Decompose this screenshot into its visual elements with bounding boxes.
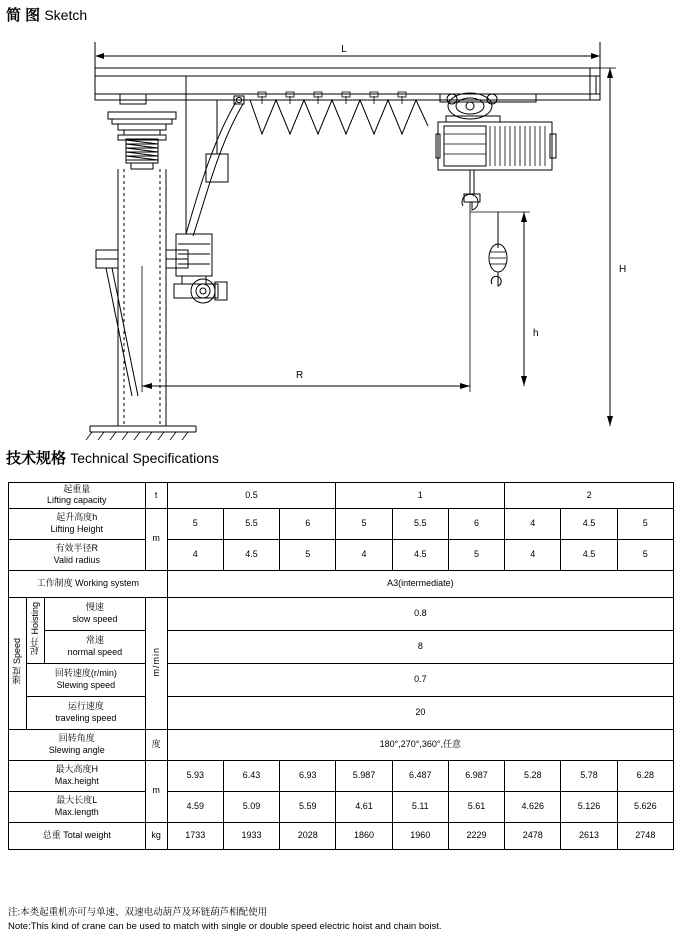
valid-radius-value-1: 4.5: [223, 539, 279, 570]
lifting-height-value-3: 5: [336, 508, 392, 539]
specs-title-en: Technical Specifications: [70, 450, 219, 466]
row-unit-lifting-height: m: [145, 508, 167, 570]
table-row-slewing-angle: [9, 729, 674, 760]
max-length-value-3: 4.61: [336, 791, 392, 822]
table-row-total-weight: [9, 822, 674, 849]
row-label-speed-group: 速度 Speed: [9, 597, 27, 729]
row-label-max-length: 最大长度L Max.length: [9, 791, 146, 822]
row-unit-slewing-angle: 度: [145, 729, 167, 760]
valid-radius-value-6: 4: [505, 539, 561, 570]
table-row-traveling-speed: [9, 696, 674, 729]
sketch-section-title: [6, 8, 87, 23]
row-label-traveling-speed: 运行速度 traveling speed: [27, 696, 146, 729]
valid-radius-value-8: 5: [617, 539, 673, 570]
table-row-valid-radius: [9, 539, 674, 570]
dimension-label-span: L: [341, 44, 347, 55]
max-height-value-8: 6.28: [617, 760, 673, 791]
specs-section-title: [6, 451, 219, 466]
lifting-height-value-1: 5.5: [223, 508, 279, 539]
hoisting-slow-speed-value: 0.8: [167, 597, 673, 630]
total-weight-value-2: 2028: [280, 822, 336, 849]
table-row-hoisting-slow: [9, 597, 674, 630]
max-height-value-3: 5.987: [336, 760, 392, 791]
technical-specifications-table: [8, 482, 674, 850]
lifting-height-value-7: 4.5: [561, 508, 617, 539]
footer-notes: [8, 906, 674, 934]
hoisting-normal-speed-value: 8: [167, 630, 673, 663]
max-height-value-7: 5.78: [561, 760, 617, 791]
dimension-label-height: H: [619, 264, 627, 275]
row-label-slow-speed: 慢速 slow speed: [45, 597, 145, 630]
sketch-svg: [0, 26, 682, 441]
valid-radius-value-5: 5: [448, 539, 504, 570]
slewing-angle-value: 180°,270°,360°,任意: [167, 729, 673, 760]
row-label-max-height: 最大高度H Max.height: [9, 760, 146, 791]
max-height-value-1: 6.43: [223, 760, 279, 791]
max-length-value-1: 5.09: [223, 791, 279, 822]
lifting-height-value-0: 5: [167, 508, 223, 539]
total-weight-value-4: 1960: [392, 822, 448, 849]
lifting-height-value-5: 6: [448, 508, 504, 539]
valid-radius-value-4: 4.5: [392, 539, 448, 570]
valid-radius-value-2: 5: [280, 539, 336, 570]
table-row-max-height: [9, 760, 674, 791]
row-label-working-system: 工作制度 Working system: [9, 570, 168, 597]
row-label-slewing-speed: 回转速度(r/min) Slewing speed: [27, 663, 146, 696]
total-weight-value-5: 2229: [448, 822, 504, 849]
row-unit-total-weight: kg: [145, 822, 167, 849]
slewing-speed-value: 0.7: [167, 663, 673, 696]
table-row-capacity: [9, 483, 674, 509]
valid-radius-value-7: 4.5: [561, 539, 617, 570]
total-weight-value-7: 2613: [561, 822, 617, 849]
total-weight-value-0: 1733: [167, 822, 223, 849]
specs-title-cn: 技术规格: [6, 450, 67, 467]
total-weight-value-6: 2478: [505, 822, 561, 849]
max-height-value-4: 6.487: [392, 760, 448, 791]
sketch-title-cn: 简 图: [6, 7, 41, 24]
row-label-capacity: 起重量 Lifting capacity: [9, 483, 146, 509]
dimension-label-radius: R: [296, 370, 304, 381]
max-length-value-6: 4.626: [505, 791, 561, 822]
max-length-value-8: 5.626: [617, 791, 673, 822]
max-height-value-6: 5.28: [505, 760, 561, 791]
max-length-value-0: 4.59: [167, 791, 223, 822]
row-unit-capacity: t: [145, 483, 167, 509]
table-row-lifting-height: [9, 508, 674, 539]
lifting-height-value-6: 4: [505, 508, 561, 539]
valid-radius-value-0: 4: [167, 539, 223, 570]
note-chinese: 注:本类起重机亦可与单速、双速电动葫芦及环链葫芦相配使用: [8, 907, 268, 918]
valid-radius-value-3: 4: [336, 539, 392, 570]
total-weight-value-3: 1860: [336, 822, 392, 849]
row-unit-max-dims: m: [145, 760, 167, 822]
max-length-value-7: 5.126: [561, 791, 617, 822]
table-row-max-length: [9, 791, 674, 822]
technical-specifications-table-wrap: [8, 482, 674, 850]
max-length-value-2: 5.59: [280, 791, 336, 822]
capacity-value-0: 0.5: [167, 483, 336, 509]
table-row-slewing-speed: [9, 663, 674, 696]
traveling-speed-value: 20: [167, 696, 673, 729]
max-length-value-5: 5.61: [448, 791, 504, 822]
capacity-value-2: 2: [505, 483, 674, 509]
max-height-value-2: 6.93: [280, 760, 336, 791]
table-row-working-system: [9, 570, 674, 597]
note-english: Note:This kind of crane can be used to match with single or double speed electric hoist and chain boist.: [8, 920, 442, 932]
working-system-value: A3(intermediate): [167, 570, 673, 597]
lifting-height-value-4: 5.5: [392, 508, 448, 539]
row-label-slewing-angle: 回转角度 Slewing angle: [9, 729, 146, 760]
row-label-lifting-height: 起升高度h Lifting Height: [9, 508, 146, 539]
max-length-value-4: 5.11: [392, 791, 448, 822]
dimension-label-hook-height: h: [533, 328, 539, 339]
table-row-hoisting-normal: [9, 630, 674, 663]
jib-crane-sketch-figure: [0, 26, 682, 441]
total-weight-value-1: 1933: [223, 822, 279, 849]
row-label-total-weight: 总重 Total weight: [9, 822, 146, 849]
row-unit-speed: m/min: [145, 597, 167, 729]
lifting-height-value-8: 5: [617, 508, 673, 539]
max-height-value-5: 6.987: [448, 760, 504, 791]
row-label-valid-radius: 有效半径R Valid radius: [9, 539, 146, 570]
row-label-normal-speed: 常速 normal speed: [45, 630, 145, 663]
row-label-hoisting: 起升 Hoisting: [27, 597, 45, 663]
capacity-value-1: 1: [336, 483, 505, 509]
sketch-title-en: Sketch: [44, 7, 88, 23]
lifting-height-value-2: 6: [280, 508, 336, 539]
total-weight-value-8: 2748: [617, 822, 673, 849]
max-height-value-0: 5.93: [167, 760, 223, 791]
